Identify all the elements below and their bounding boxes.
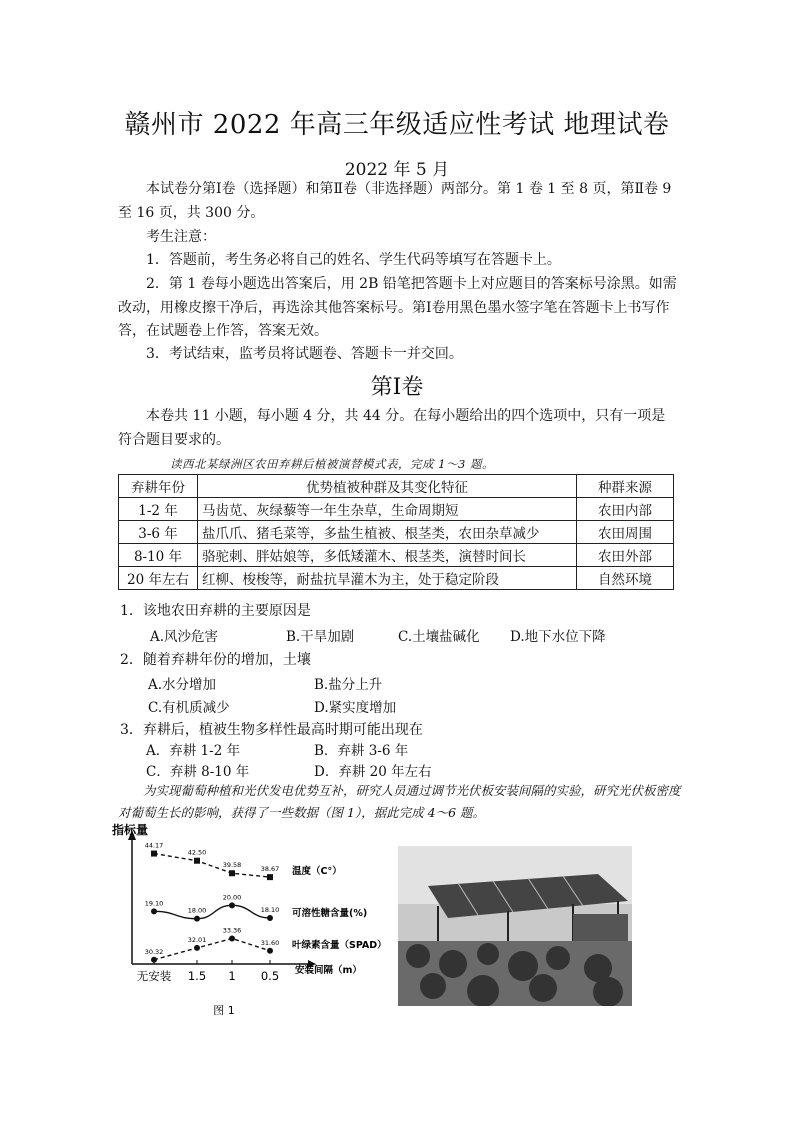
table-caption: 读西北某绿洲区农田弃耕后植被演替模式表，完成 1～3 题。 [170, 457, 494, 471]
notice-title: 考生注意： [146, 229, 216, 245]
table-cell: 马齿苋、灰绿藜等一年生杂草，生命周期短 [198, 498, 577, 521]
data-point [267, 915, 273, 921]
data-label: 19.10 [144, 899, 164, 908]
question-1-option-d: D.地下水位下降 [510, 629, 606, 645]
table-cell: 8-10 年 [119, 544, 198, 567]
table-cell: 20 年左右 [119, 567, 198, 590]
series-line [154, 905, 270, 918]
section-intro: 本卷共 11 小题，每小题 4 分，共 44 分。在每小题给出的四个选项中，只有一项是符合题目要求的。 [118, 408, 666, 448]
notice-3: 3．考试结束，监考员将试题卷、答题卡一并交回。 [146, 346, 463, 362]
question-3-option-d: D．弃耕 20 年左右 [314, 764, 432, 780]
table-row [119, 521, 674, 544]
data-point [151, 957, 157, 963]
table-cell: 3-6 年 [119, 521, 198, 544]
data-label: 44.17 [144, 841, 164, 850]
table-cell: 自然环境 [577, 567, 674, 590]
question-2-option-d: D.紧实度增加 [314, 700, 397, 716]
page-title: 赣州市 2022 年高三年级适应性考试 地理试卷 [124, 110, 670, 140]
table-cell: 红柳、梭梭等，耐盐抗旱灌木为主，处于稳定阶段 [198, 567, 577, 590]
figure-1-chart [112, 822, 394, 1018]
x-tick-label: 无安装 [136, 969, 172, 983]
y-axis-label: 指标量 [112, 823, 149, 837]
legend-entry: 可溶性糖含量(%) [292, 908, 368, 919]
section-title: 第Ⅰ卷 [370, 375, 424, 400]
table-header: 优势植被种群及其变化特征 [198, 475, 577, 498]
question-1-stem: 1．该地农田弃耕的主要原因是 [120, 603, 311, 619]
question-2-option-c: C.有机质减少 [148, 700, 230, 716]
pv-vineyard-photo [398, 846, 632, 1006]
table-cell: 骆驼刺、胖姑娘等，多低矮灌木、根茎类，演替时间长 [198, 544, 577, 567]
intro-text: 本试卷分第Ⅰ卷（选择题）和第Ⅱ卷（非选择题）两部分。第 1 卷 1 至 8 页，第Ⅱ卷 9 至 16 页，共 300 分。 [118, 181, 672, 221]
data-label: 38.67 [260, 865, 280, 874]
data-point [151, 908, 157, 914]
series-line [154, 854, 270, 878]
data-label: 42.50 [187, 848, 207, 857]
table-header-row [119, 475, 674, 498]
question-3-option-a: A．弃耕 1-2 年 [146, 743, 241, 759]
data-point [229, 902, 235, 908]
question-1-option-a: A.风沙危害 [150, 629, 219, 645]
table-cell: 盐爪爪、猪毛菜等，多盐生植被、根茎类，农田杂草减少 [198, 521, 577, 544]
data-point [267, 948, 273, 954]
notice-1: 1．答题前，考生务必将自己的姓名、学生代码等填写在答题卡上。 [146, 252, 561, 268]
question-2-option-a: A.水分增加 [148, 677, 217, 693]
table-cell: 农田内部 [577, 498, 674, 521]
question-1-option-b: B.干旱加剧 [286, 629, 355, 645]
data-label: 18.10 [260, 906, 280, 914]
data-label: 33.36 [222, 926, 242, 935]
legend-entry: 温度（C°） [292, 866, 342, 877]
data-point [229, 870, 235, 876]
data-point [267, 874, 273, 880]
figure-caption: 图 1 [213, 1004, 235, 1017]
data-point [151, 851, 157, 857]
data-label: 32.01 [187, 935, 207, 944]
data-point [194, 916, 200, 922]
question-3-stem: 3．弃耕后，植被生物多样性最高时期可能出现在 [120, 722, 423, 738]
series-line [154, 935, 270, 959]
data-label: 39.58 [222, 861, 242, 870]
data-label: 20.00 [222, 893, 242, 902]
question-2-stem: 2．随着弃耕年份的增加，土壤 [120, 652, 311, 668]
question-2-option-b: B.盐分上升 [314, 677, 383, 693]
question-3-option-b: B．弃耕 3-6 年 [314, 743, 409, 759]
x-tick-label: 1.5 [187, 969, 207, 983]
question-1-option-c: C.土壤盐碱化 [398, 629, 480, 645]
data-point [229, 935, 235, 941]
data-point [194, 945, 200, 951]
data-label: 31.60 [260, 938, 280, 947]
table-cell: 1-2 年 [119, 498, 198, 521]
question-3-option-c: C．弃耕 8-10 年 [146, 764, 250, 780]
succession-table [118, 474, 674, 590]
table-header: 弃耕年份 [119, 475, 198, 498]
table-row [119, 498, 674, 521]
table-cell: 农田外部 [577, 544, 674, 567]
x-tick-label: 0.5 [260, 969, 280, 983]
x-tick-label: 1 [228, 969, 236, 983]
table-header: 种群来源 [577, 475, 674, 498]
passage-4-6: 为实现葡萄种植和光伏发电优势互补，研究人员通过调节光伏板安装间隔的实验，研究光伏板密度对葡萄生长的影响，获得了一些数据（图 1），据此完成 4～6 题。 [118, 783, 681, 820]
legend-entry: 叶绿素含量（SPAD） [292, 940, 387, 951]
exam-date: 2022 年 5 月 [344, 160, 450, 180]
table-cell: 农田周围 [577, 521, 674, 544]
table-row [119, 567, 674, 590]
data-label: 30.32 [144, 947, 164, 956]
data-label: 18.00 [187, 906, 207, 915]
notice-2: 2．第 1 卷每小题选出答案后，用 2B 铅笔把答题卡上对应题目的答案标号涂黑。如需改动，用橡皮擦干净后，再选涂其他答案标号。第Ⅰ卷用黑色墨水签字笔在答题卡上书写作答，在试题卷上作答，答案无效。 [118, 276, 677, 339]
data-point [194, 858, 200, 864]
table-row [119, 544, 674, 567]
x-axis-label: 安装间隔（m） [295, 965, 362, 976]
